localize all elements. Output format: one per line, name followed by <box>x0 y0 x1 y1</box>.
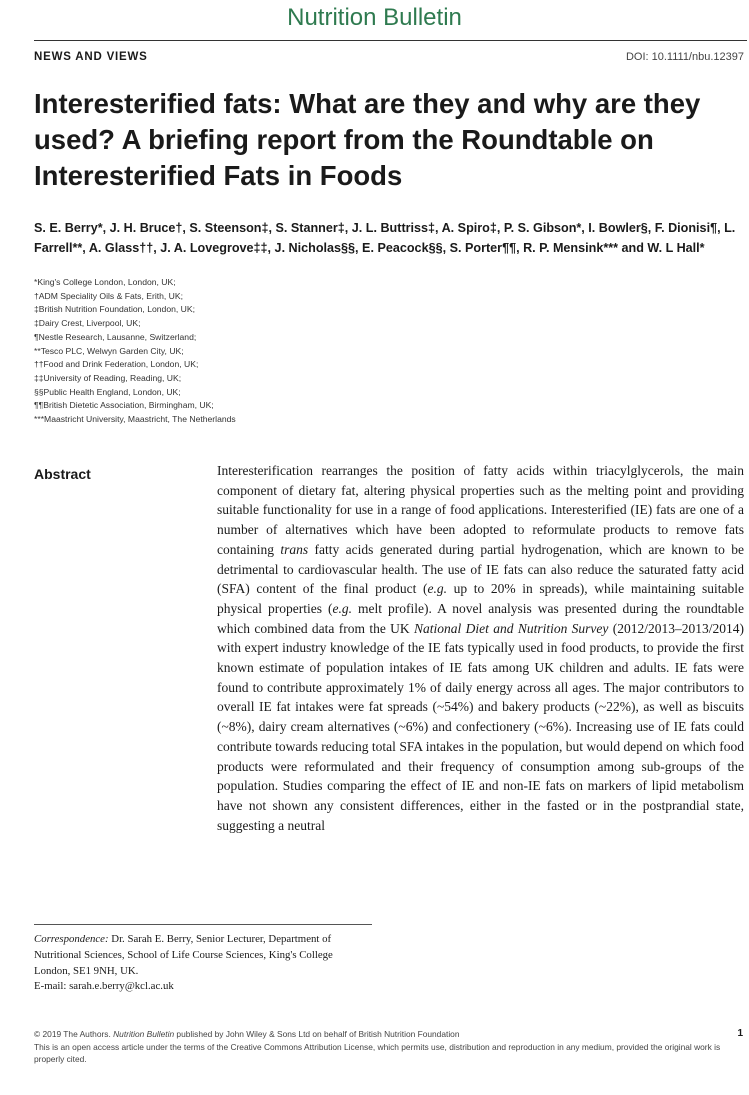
affiliation-list <box>34 276 434 427</box>
affiliation-item: *King's College London, London, UK; <box>34 277 176 287</box>
correspondence-line: Dr. Sarah E. Berry, Senior Lecturer, Department of <box>111 933 332 945</box>
correspondence-block <box>34 932 379 995</box>
correspondence-line: Nutritional Sciences, School of Life Course Sciences, King's College <box>34 948 333 961</box>
doi-link[interactable]: DOI: 10.1111/nbu.12397 <box>625 51 744 63</box>
copyright-line: © 2019 The Authors. Nutrition Bulletin published by John Wiley & Sons Ltd on behalf of British Nutrition Foundation <box>34 1029 460 1039</box>
journal-title <box>0 4 749 32</box>
affiliation-item: ¶¶British Dietetic Association, Birmingham, UK; <box>34 400 214 411</box>
affiliation-item: §§Public Health England, London, UK; <box>34 386 181 397</box>
affiliation-item: ***Maastricht University, Maastricht, The Netherlands <box>34 414 236 425</box>
journal-name-part2: Bulletin <box>383 4 462 31</box>
header-rule <box>34 40 747 41</box>
correspondence-label: Correspondence: <box>34 933 109 945</box>
affiliation-item: ‡‡University of Reading, Reading, UK; <box>34 372 182 383</box>
footer <box>34 1028 744 1066</box>
correspondence-line: London, SE1 9NH, UK. <box>34 964 139 977</box>
correspondence-rule <box>34 924 372 925</box>
page-number: 1 <box>737 1028 743 1039</box>
correspondence-email[interactable]: E-mail: sarah.e.berry@kcl.ac.uk <box>34 980 174 993</box>
section-label: NEWS AND VIEWS <box>34 51 148 63</box>
affiliation-item: ‡Dairy Crest, Liverpool, UK; <box>34 318 141 329</box>
affiliation-item: ††Food and Drink Federation, London, UK; <box>34 359 199 370</box>
abstract-text: Interesterification rearranges the position of fatty acids within triacylglycerols, the main component of dietary fat, altering physical properties such as the melting point and providing suitable functionality for use in a range of food applications. Interesterified (IE) fats are one of a number of alternatives which have been adopted to reformulate products to remove fats containing trans fatty acids generated during partial hydrogenation, which are known to be detrimental to cardiovascular health. The use of IE fats can also reduce the saturated fatty acid (SFA) content of the final product (e.g. up to 20% in spreads), while maintaining suitable physical properties (e.g. melt profile). A novel analysis was presented during the roundtable which combined data from the UK National Diet and Nutrition Survey (2012/2013–2013/2014) with expert industry knowledge of the IE fats typically used in food products, to provide the first known estimate of population intakes of IE fats among UK children and adults. IE fats were found to contribute approximately 1% of daily energy across all ages. The major contributors to overall IE fat intakes were fat spreads (~54%) and bakery products (~22%), as well as biscuits (~8%), dairy cream alternatives (~6%) and confectionery (~6%). Increasing use of IE fats could contribute towards reducing total SFA intakes in the population, but would depend on which food products were reformulated and their frequency of consumption among sub-groups of the population. Studies comparing the effect of IE and non-IE fats on markers of lipid metabolism have not shown any consistent differences, either in the fasted or in the postprandial state, suggesting a neutral <box>217 463 745 833</box>
journal-name-part1: Nutrition <box>287 4 377 31</box>
affiliation-item: ¶Nestle Research, Lausanne, Switzerland; <box>34 331 197 342</box>
article-title: Interesterified fats: What are they and why are they used? A briefing report from the Roundtable on Interesterified Fats in Foods <box>34 88 701 191</box>
affiliation-item: ‡British Nutrition Foundation, London, UK; <box>34 304 195 315</box>
abstract-label: Abstract <box>34 466 91 482</box>
affiliation-item: **Tesco PLC, Welwyn Garden City, UK; <box>34 345 184 356</box>
license-text: This is an open access article under the terms of the Creative Commons Attribution License, which permits use, distribution and reproduction in any medium, provided the original work is properly cited. <box>34 1041 721 1064</box>
affiliation-item: †ADM Speciality Oils & Fats, Erith, UK; <box>34 290 183 301</box>
author-list: S. E. Berry*, J. H. Bruce†, S. Steenson‡, S. Stanner‡, J. L. Buttriss‡, A. Spiro‡, P. S. Gibson*, I. Bowler§, F. Dionisi¶, L. Farrell**, A. Glass††, J. A. Lovegrove‡‡, J. Nicholas§§, E. Peacock§§, S. Porter¶¶, R. P. Mensink*** and W. L Hall* <box>34 221 736 255</box>
